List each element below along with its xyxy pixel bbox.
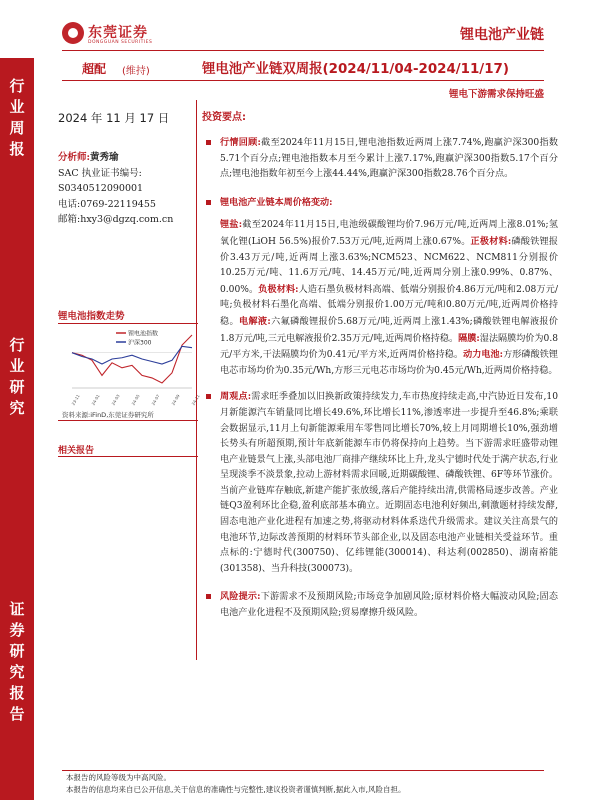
risk-label: 风险提示:: [220, 591, 261, 603]
weekly-view-item: [202, 389, 558, 577]
header-divider: [62, 50, 544, 51]
chart-bottom-divider: [58, 420, 198, 421]
x-tick-label: 24-05: [130, 393, 141, 407]
footer-disclaimer: 本报告的信息均来自已公开信息,关于信息的准确性与完整性,建议投资者谨慎判断,据此入市,风险自担。: [66, 785, 406, 794]
legend-label-series-2: 沪深300: [128, 339, 152, 347]
separator-label: 隔膜:: [458, 332, 480, 344]
x-tick-label: 24-09: [170, 393, 181, 407]
risk-item: [202, 589, 558, 621]
chart-title: 锂电池指数走势: [58, 311, 125, 322]
sidebar-label-weekly: 行 业 周 报: [9, 77, 25, 158]
chart-source: 资料来源:iFinD,东莞证券研究所: [62, 411, 154, 419]
logo-text: 东莞证券: [88, 25, 148, 41]
rating: 超配: [82, 62, 107, 76]
left-sidebar-band: [0, 58, 34, 800]
x-tick-label: 24-01: [90, 393, 101, 407]
footer: [66, 772, 406, 796]
power-battery-text: 方形磷酸铁锂电芯市场均价为0.35元/Wh,方形三元电芯市场均价为0.45元/Wh,近两周价格持稳。: [220, 350, 558, 376]
related-reports-divider: [58, 456, 198, 457]
cathode-text: 磷酸铁锂报价3.43万元/吨,近两周上涨3.63%;NCM523、NCM622、NCM811分别报价10.25万元/吨、11.6万元/吨、14.45万元/吨,近两周分别上涨0.99%、0.87%、0.00%。: [220, 236, 558, 295]
electrolyte-text: 六氟磷酸锂报价5.68万元/吨,近两周上涨1.43%;磷酸铁锂电解液报价1.8万元/吨,三元电解液报价2.35万元/吨,近两周价格持稳。: [220, 316, 559, 344]
analyst-cert-label: SAC 执业证书编号:: [58, 167, 142, 179]
risk-text: 下游需求不及预期风险;市场竞争加剧风险;原材料价格大幅波动风险;固态电池产业化进程不及预期风险;贸易摩擦升级风险。: [220, 592, 559, 619]
analyst-cert-number: S0340512090001: [58, 183, 144, 194]
rating-status: (维持): [122, 66, 150, 77]
legend-label-series-1: 锂电池指数: [128, 330, 159, 338]
footer-divider: [62, 770, 544, 771]
market-review-label: 行情回顾:: [220, 137, 261, 148]
weekly-view-label: 周观点:: [220, 391, 252, 403]
index-line-chart: [58, 326, 201, 407]
separator-text: 湿法隔膜均价为0.8元/平方米,干法隔膜均价为0.41元/平方米,近两周价格持稳。: [220, 333, 558, 361]
power-battery-label: 动力电池:: [463, 349, 504, 361]
sidebar-label-research: 行 业 研 究: [9, 336, 25, 417]
series-line-2: [72, 346, 192, 364]
market-review-item: [202, 135, 558, 183]
logo-mark-icon: [62, 22, 84, 44]
logo-subtext: DONGGUAN SECURITIES: [88, 40, 153, 45]
x-tick-label: 23-11: [70, 393, 81, 407]
chart-top-divider: [58, 323, 198, 324]
anode-label: 负极材料:: [258, 283, 299, 295]
analyst-name: 黄秀瑜: [90, 152, 119, 163]
company-logo: [62, 20, 172, 50]
analyst-email[interactable]: 邮箱:hxy3@dgzq.com.cn: [58, 214, 174, 225]
price-heading-item: [202, 195, 558, 212]
analyst-info: [58, 150, 173, 228]
market-review-text: 截至2024年11月15日,锂电池指数近两周上涨7.74%,跑赢沪深300指数5.71个百分点;锂电池指数本月至今累计上涨7.17%,跑赢沪深300指数5.17个百分点;锂电池指数年初至今上涨44.44%,跑赢沪深300指数28.76个百分点。: [220, 138, 558, 180]
weekly-view-text: 需求旺季叠加以旧换新政策持续发力,车市热度持续走高,中汽协近日发布,10月新能源汽车销量同比增长49.6%,环比增长11%,渗透率进一步提升至46.8%;乘联会数据显示,11月上旬新能源乘用车零售同比增长70%,较上月同期增长10%,强劲增长势头有所超预期,预计年底新能源车市仍将保持向上趋势。当下游需求旺盛带动锂电产业链景气上涨,头部电池厂商排产继续环比上升,龙头宁德时代处于满产状态,行业呈现淡季不淡景象,拉动上游材料需求回暖,近期碳酸锂、磷酸铁锂、6F等环节涨价。当前产业链库存触底,新建产能扩张放缓,落后产能持续出清,供需格局逐步改善。产业链Q3盈利环比企稳,盈利底部基本确立。近期固态电池利好频出,刺激题材持续发酵,固态电池产业化进程有加速之势,将驱动材料体系迭代升级需求。建议关注高景气的电池环节,边际改善预期的材料环节头部企业,以及固态电池产业链相关受益环节。重点标的:宁德时代(300750)、亿纬锂能(300014)、科达利(002850)、湖南裕能(301358)、当升科技(300073)。: [220, 392, 558, 574]
x-tick-label: 24-03: [110, 393, 121, 407]
analyst-label: 分析师:: [58, 152, 91, 163]
column-divider: [196, 100, 197, 660]
price-heading: 锂电池产业链本周价格变动:: [220, 196, 333, 208]
price-details: [202, 217, 558, 379]
header-topic: 锂电池产业链: [460, 27, 544, 43]
sidebar-label-report: 证 券 研 究 报 告: [9, 600, 25, 723]
x-tick-label: 24-11: [190, 393, 201, 407]
report-subtitle: 锂电下游需求保持旺盛: [448, 89, 544, 100]
key-points-heading: 投资要点:: [202, 112, 246, 123]
main-content: [202, 108, 558, 622]
electrolyte-label: 电解液:: [238, 315, 271, 327]
lithium-label: 锂盐:: [220, 219, 243, 231]
report-date: 2024 年 11 月 17 日: [58, 111, 170, 125]
anode-text: 人造石墨负极材料高端、低端分别报价4.86万元/吨和2.08万元/吨;负极材料石墨化高端、低端分别报价1.00万元/吨和0.80万元/吨,近两周价格持稳。: [220, 284, 559, 327]
x-tick-label: 24-07: [150, 393, 161, 407]
analyst-phone: 电话:0769-22119455: [58, 198, 156, 210]
lithium-text: 截至2024年11月15日,电池级碳酸锂均价7.96万元/吨,近两周上涨8.01%;氢氧化锂(LiOH 56.5%)报价7.53万元/吨,近两周上涨0.67%。: [220, 220, 559, 247]
cathode-label: 正极材料:: [470, 235, 512, 247]
related-reports-heading: 相关报告: [58, 446, 95, 456]
title-divider: [62, 80, 544, 81]
footer-risk-level: 本报告的风险等级为中高风险。: [66, 773, 171, 782]
report-title: 锂电池产业链双周报(2024/11/04-2024/11/17): [202, 62, 509, 77]
